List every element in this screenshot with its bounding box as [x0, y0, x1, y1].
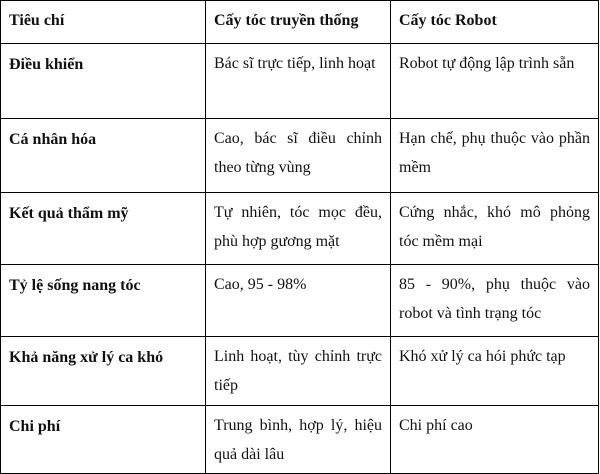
robot-cell: Hạn chế, phụ thuộc vào phần mềm: [391, 119, 599, 193]
criterion-cell: Tỷ lệ sống nang tóc: [1, 265, 206, 337]
header-criterion: Tiêu chí: [1, 1, 206, 44]
table-row: [1, 265, 599, 337]
robot-cell: Khó xử lý ca hói phức tạp: [391, 337, 599, 406]
table-header-row: [1, 1, 599, 44]
robot-cell: Robot tự động lập trình sẵn: [391, 44, 599, 119]
criterion-cell: Khả năng xử lý ca khó: [1, 337, 206, 406]
robot-cell: Chi phí cao: [391, 406, 599, 474]
header-traditional: Cấy tóc truyền thống: [206, 1, 391, 44]
table-row: [1, 44, 599, 119]
criterion-cell: Chi phí: [1, 406, 206, 474]
criterion-cell: Cá nhân hóa: [1, 119, 206, 193]
table-row: [1, 193, 599, 265]
criterion-cell: Kết quả thẩm mỹ: [1, 193, 206, 265]
traditional-cell: Tự nhiên, tóc mọc đều, phù hợp gương mặt: [206, 193, 391, 265]
robot-cell: Cứng nhắc, khó mô phỏng tóc mềm mại: [391, 193, 599, 265]
traditional-cell: Trung bình, hợp lý, hiệu quả dài lâu: [206, 406, 391, 474]
table-row: [1, 406, 599, 474]
traditional-cell: Bác sĩ trực tiếp, linh hoạt: [206, 44, 391, 119]
table-row: [1, 337, 599, 406]
traditional-cell: Cao, 95 - 98%: [206, 265, 391, 337]
criterion-cell: Điều khiển: [1, 44, 206, 119]
traditional-cell: Cao, bác sĩ điều chỉnh theo từng vùng: [206, 119, 391, 193]
header-robot: Cấy tóc Robot: [391, 1, 599, 44]
table-row: [1, 119, 599, 193]
robot-cell: 85 - 90%, phụ thuộc vào robot và tình trạng tóc: [391, 265, 599, 337]
traditional-cell: Linh hoạt, tùy chỉnh trực tiếp: [206, 337, 391, 406]
